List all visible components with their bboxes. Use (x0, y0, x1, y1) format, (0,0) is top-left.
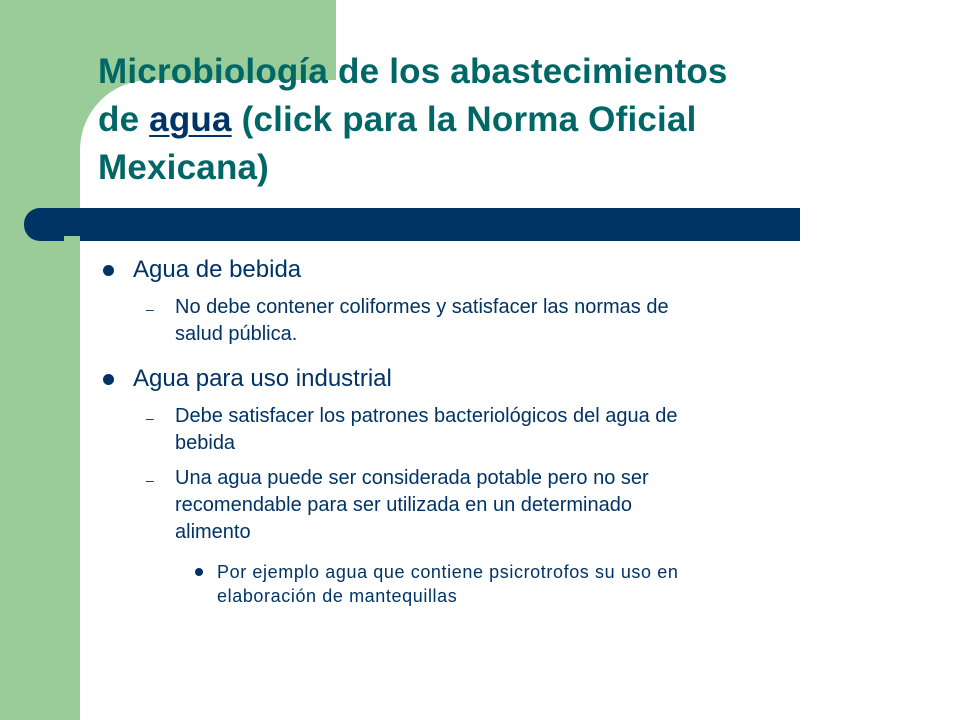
subitem-line: Una agua puede ser considerada potable pero no ser (175, 467, 649, 489)
subitem-coliformes (175, 294, 875, 348)
agua-link[interactable]: agua (149, 100, 232, 139)
subsubitem-line: elaboración de mantequillas (217, 586, 458, 606)
subitem-potable (175, 465, 875, 546)
subitem-line: bebida (175, 432, 236, 454)
bullet-icon (195, 568, 203, 576)
title-prefix: de (98, 100, 150, 139)
subitem-line: recomendable para ser utilizada en un determinado (175, 494, 632, 516)
subitem-line: salud pública. (175, 323, 298, 345)
subsubitem-line: Por ejemplo agua que contiene psicrotrofos su uso en (217, 562, 679, 582)
title-line-3: Mexicana) (98, 148, 270, 187)
title-line-1: Microbiología de los abastecimientos (98, 52, 728, 91)
dash-icon: – (146, 472, 154, 488)
subsubitem-psicrotrofos (217, 560, 857, 608)
bullet-agua-uso-industrial: Agua para uso industrial (133, 365, 392, 392)
subitem-patrones (175, 403, 875, 457)
bullet-agua-de-bebida: Agua de bebida (133, 256, 302, 283)
dash-icon: – (146, 410, 154, 426)
bullet-icon (103, 374, 114, 385)
dash-icon: – (146, 301, 154, 317)
subitem-line: No debe contener coliformes y satisfacer las normas de (175, 296, 669, 318)
title-suffix: (click para la Norma Oficial (231, 100, 697, 139)
subitem-line: alimento (175, 521, 251, 543)
subitem-line: Debe satisfacer los patrones bacteriológicos del agua de (175, 405, 678, 427)
bullet-icon (103, 265, 114, 276)
